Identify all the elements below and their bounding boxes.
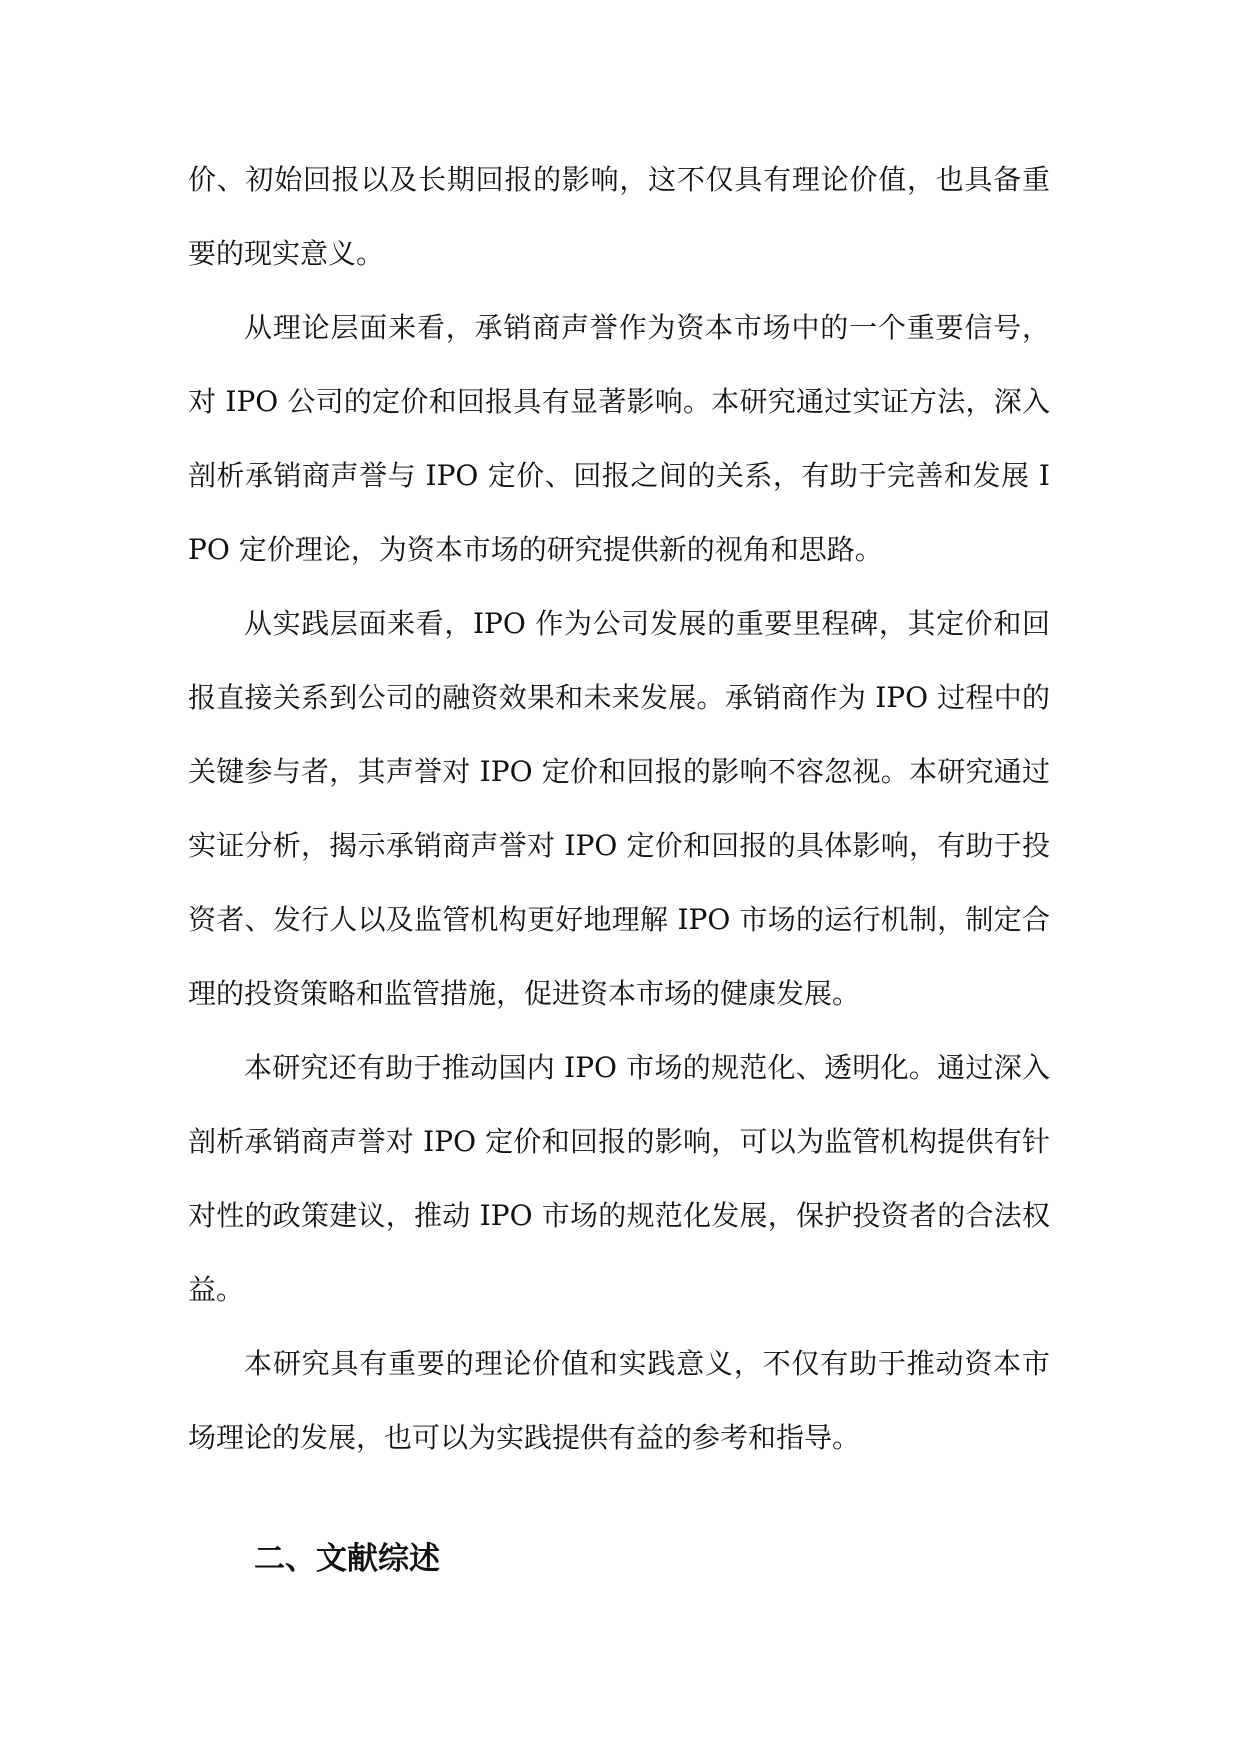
paragraph-continuation: 价、初始回报以及长期回报的影响，这不仅具有理论价值，也具备重要的现实意义。: [188, 163, 1050, 270]
paragraph-practical-significance: 从实践层面来看，IPO 作为公司发展的重要里程碑，其定价和回报直接关系到公司的融资效果和未来发展。承销商作为 IPO 过程中的关键参与者，其声誉对 IPO 定价和回报的影响不容忽视。本研究通过实证分析，揭示承销商声誉对 IPO 定价和回报的具体影响，有助于投资者、发行人以及监管机构更好地理解 IPO 市场的运行机制，制定合理的投资策略和监管措施，促进资本市场的健康发展。: [188, 607, 1050, 1010]
body-text: [188, 143, 1050, 1475]
paragraph-market-standardization: 本研究还有助于推动国内 IPO 市场的规范化、透明化。通过深入剖析承销商声誉对 IPO 定价和回报的影响，可以为监管机构提供有针对性的政策建议，推动 IPO 市场的规范化发展，保护投资者的合法权益。: [188, 1051, 1050, 1306]
section-heading: 二、文献综述: [254, 1541, 440, 1577]
paragraph-summary: 本研究具有重要的理论价值和实践意义，不仅有助于推动资本市场理论的发展，也可以为实践提供有益的参考和指导。: [188, 1347, 1050, 1454]
paragraph-theoretical-significance: 从理论层面来看，承销商声誉作为资本市场中的一个重要信号，对 IPO 公司的定价和回报具有显著影响。本研究通过实证方法，深入剖析承销商声誉与 IPO 定价、回报之间的关系，有助于完善和发展 IPO 定价理论，为资本市场的研究提供新的视角和思路。: [188, 311, 1050, 566]
